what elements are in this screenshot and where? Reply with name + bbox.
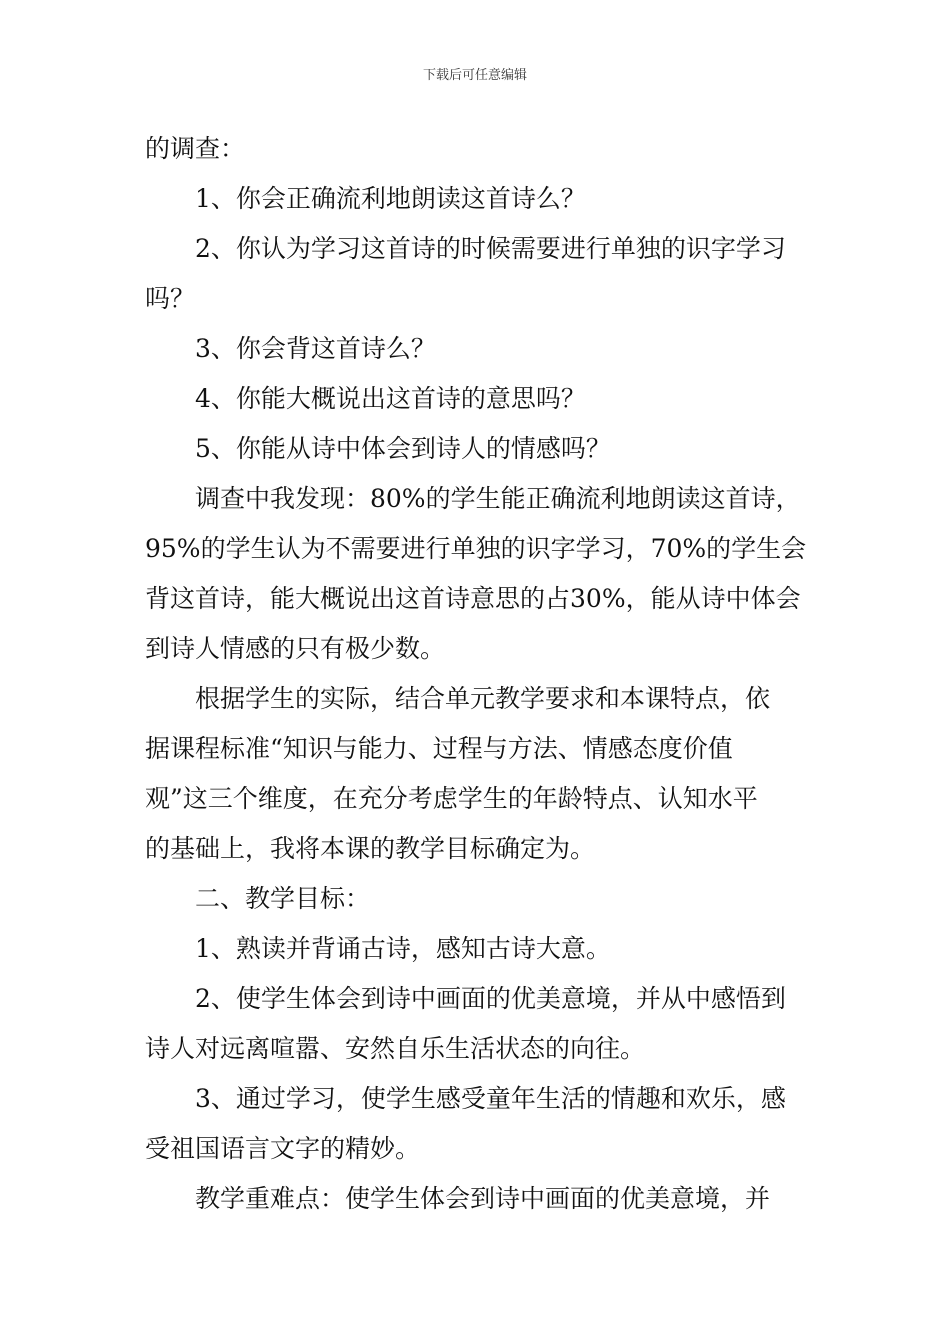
text-line: 诗人对远离喧嚣、安然自乐生活状态的向往。 <box>145 1034 646 1063</box>
text-line: 的调查： <box>145 134 246 163</box>
text-line: 教学重难点：使学生体会到诗中画面的优美意境，并 <box>195 1184 771 1213</box>
text-line: 背这首诗，能大概说出这首诗意思的占30%，能从诗中体会 <box>145 584 801 613</box>
text-line: 3、通过学习，使学生感受童年生活的情趣和欢乐，感 <box>195 1084 786 1113</box>
text-line: 调查中我发现：80%的学生能正确流利地朗读这首诗， <box>195 484 801 513</box>
text-line: 据课程标准“知识与能力、过程与方法、情感态度价值 <box>145 734 733 763</box>
text-line: 吗？ <box>145 284 196 313</box>
page-header: 下载后可任意编辑 <box>422 68 527 83</box>
text-line: 1、熟读并背诵古诗，感知古诗大意。 <box>195 934 611 963</box>
text-line: 2、你认为学习这首诗的时候需要进行单独的识字学习 <box>195 234 786 263</box>
text-line: 3、你会背这首诗么？ <box>195 334 436 363</box>
text-line: 二、教学目标： <box>195 884 371 913</box>
document-body <box>145 124 815 1224</box>
text-line: 根据学生的实际，结合单元教学要求和本课特点，依 <box>195 684 771 713</box>
text-line: 到诗人情感的只有极少数。 <box>145 634 446 663</box>
text-line: 95%的学生认为不需要进行单独的识字学习，70%的学生会 <box>145 534 807 563</box>
text-line: 2、使学生体会到诗中画面的优美意境，并从中感悟到 <box>195 984 786 1013</box>
text-line: 4、你能大概说出这首诗的意思吗？ <box>195 384 586 413</box>
text-line: 的基础上，我将本课的教学目标确定为。 <box>145 834 596 863</box>
text-line: 5、你能从诗中体会到诗人的情感吗？ <box>195 434 611 463</box>
text-line: 受祖国语言文字的精妙。 <box>145 1134 421 1163</box>
text-line: 观”这三个维度，在充分考虑学生的年龄特点、认知水平 <box>145 784 758 813</box>
text-line: 1、你会正确流利地朗读这首诗么？ <box>195 184 586 213</box>
